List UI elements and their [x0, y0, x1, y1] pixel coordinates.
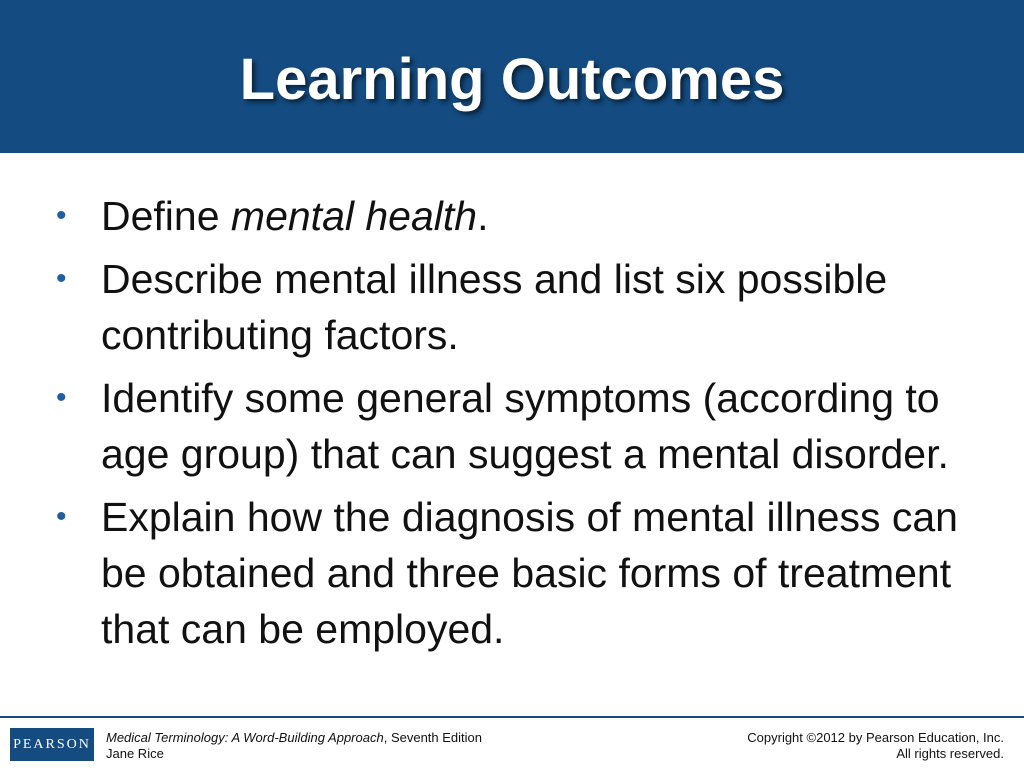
rights-text: All rights reserved. [896, 746, 1004, 761]
pearson-logo: PEARSON [10, 728, 94, 761]
list-item [56, 489, 976, 657]
copyright-notice [747, 730, 1004, 762]
book-author: Jane Rice [106, 746, 164, 761]
bullet-text-suffix: . [477, 193, 489, 239]
bullet-text: Explain how the diagnosis of mental illness can be obtained and three basic forms of treatment that can be employed. [101, 494, 958, 652]
copyright-text: Copyright ©2012 by Pearson Education, Inc. [747, 730, 1004, 745]
bullet-text: Describe mental illness and list six possible contributing factors. [101, 256, 888, 358]
book-citation [106, 730, 482, 762]
learning-outcomes-list [56, 188, 976, 664]
bullet-icon: • [56, 500, 67, 533]
footer-divider [0, 716, 1024, 718]
bullet-icon: • [56, 199, 67, 232]
bullet-icon: • [56, 381, 67, 414]
list-item [56, 370, 976, 482]
list-item [56, 251, 976, 363]
bullet-icon: • [56, 262, 67, 295]
bullet-text-prefix: Define [101, 193, 231, 239]
book-title: Medical Terminology: A Word-Building Approach [106, 730, 384, 745]
book-edition: , Seventh Edition [383, 730, 483, 745]
bullet-text: Identify some general symptoms (according to age group) that can suggest a mental disorder. [101, 375, 949, 477]
slide-title: Learning Outcomes [239, 47, 785, 112]
title-banner [0, 0, 1024, 153]
list-item [56, 188, 976, 244]
bullet-text-emphasis: mental health [230, 193, 478, 239]
